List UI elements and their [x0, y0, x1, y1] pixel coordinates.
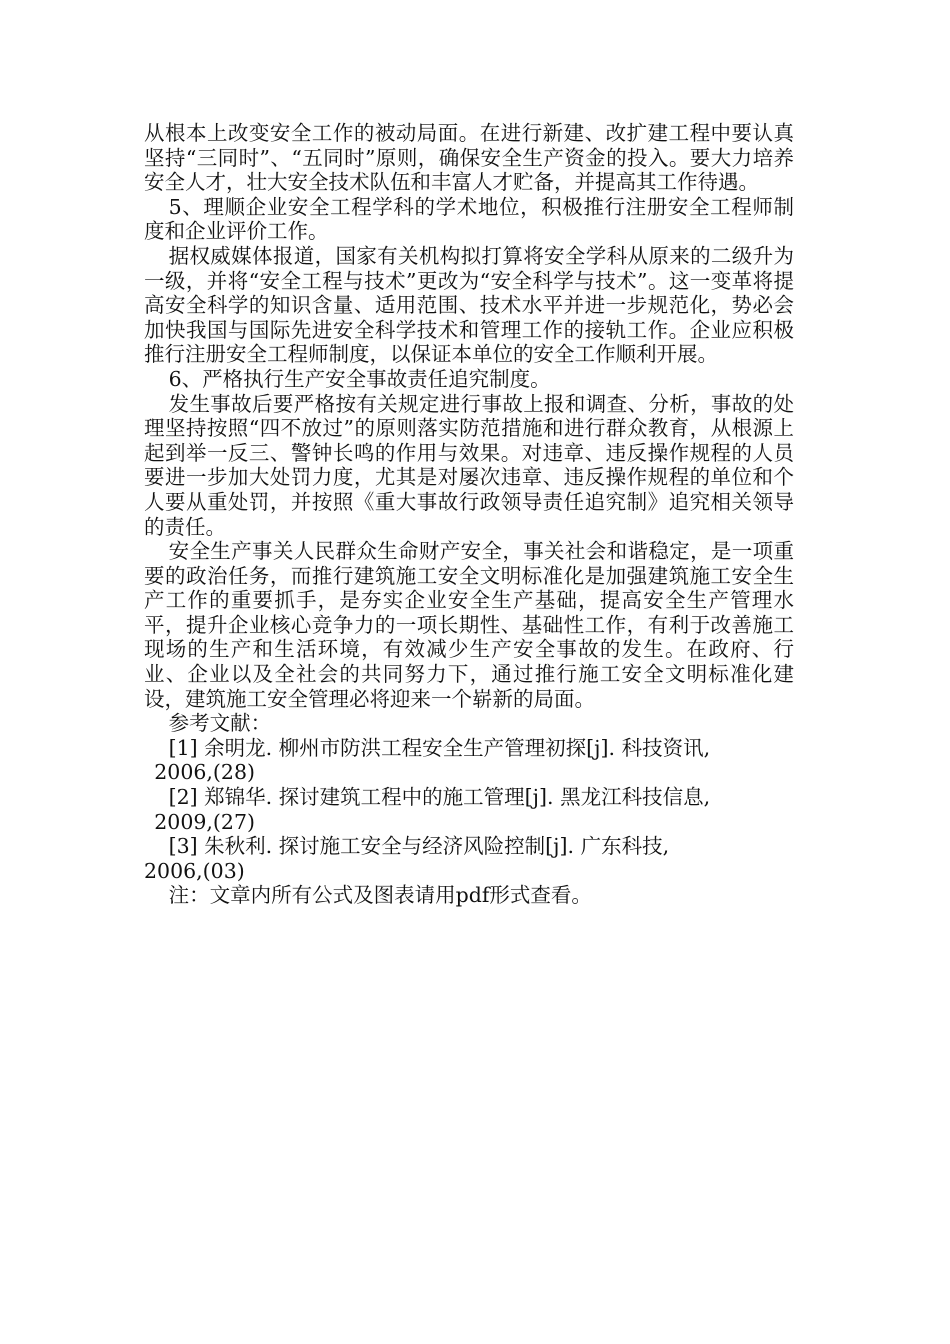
body-paragraph: 据权威媒体报道，国家有关机构拟打算将安全学科从原来的二级升为一级，并将“安全工程与技术”更改为“安全科学与技术”。这一变革将提高安全科学的知识含量、适用范围、技术水平并进一步规范化，势必会加快我国与国际先进安全科学技术和管理工作的接轨工作。企业应积极推行注册安全工程师制度，以保证本单位的安全工作顺利开展。 [144, 243, 794, 367]
reference-item [144, 736, 794, 785]
reference-text: [3] 朱秋利. 探讨施工安全与经济风险控制[j]. 广东科技, [168, 834, 670, 859]
reference-item [144, 834, 794, 883]
section-heading-5: 5、理顺企业安全工程学科的学术地位，积极推行注册安全工程师制度和企业评价工作。 [144, 194, 794, 244]
reference-text: [2] 郑锦华. 探讨建筑工程中的施工管理[j]. 黑龙江科技信息, [168, 785, 711, 810]
section-heading-6: 6、严格执行生产安全事故责任追究制度。 [168, 366, 551, 391]
conclusion-paragraph: 安全生产事关人民群众生命财产安全，事关社会和谐稳定，是一项重要的政治任务，而推行建筑施工安全文明标准化是加强建筑施工安全生产工作的重要抓手，是夯实企业安全生产基础，提高安全生产管理水平，提升企业核心竞争力的一项长期性、基础性工作，有利于改善施工现场的生产和生活环境，有效减少生产安全事故的发生。在政府、行业、企业以及全社会的共同努力下，通过推行施工安全文明标准化建设，建筑施工安全管理必将迎来一个崭新的局面。 [144, 539, 794, 711]
reference-year: 2009,(27) [154, 809, 256, 834]
body-paragraph: 从根本上改变安全工作的被动局面。在进行新建、改扩建工程中要认真坚持“三同时”、“五同时”原则，确保安全生产资金的投入。要大力培养安全人才，壮大安全技术队伍和丰富人才贮备，并提高其工作待遇。 [144, 121, 794, 195]
reference-item [144, 785, 794, 834]
document-body [144, 121, 794, 908]
reference-year: 2006,(28) [154, 760, 256, 785]
references-heading: 参考文献： [168, 711, 272, 736]
reference-text: [1] 余明龙. 柳州市防洪工程安全生产管理初探[j]. 科技资讯, [168, 735, 711, 760]
footer-note: 注：文章内所有公式及图表请用pdf形式查看。 [168, 883, 592, 908]
body-paragraph: 发生事故后要严格按有关规定进行事故上报和调查、分析，事故的处理坚持按照“四不放过”的原则落实防范措施和进行群众教育，从根源上起到举一反三、警钟长鸣的作用与效果。对违章、违反操作规程的人员要进一步加大处罚力度，尤其是对屡次违章、违反操作规程的单位和个人要从重处罚，并按照《重大事故行政领导责任追究制》追究相关领导的责任。 [144, 391, 794, 539]
reference-year: 2006,(03) [144, 858, 245, 883]
